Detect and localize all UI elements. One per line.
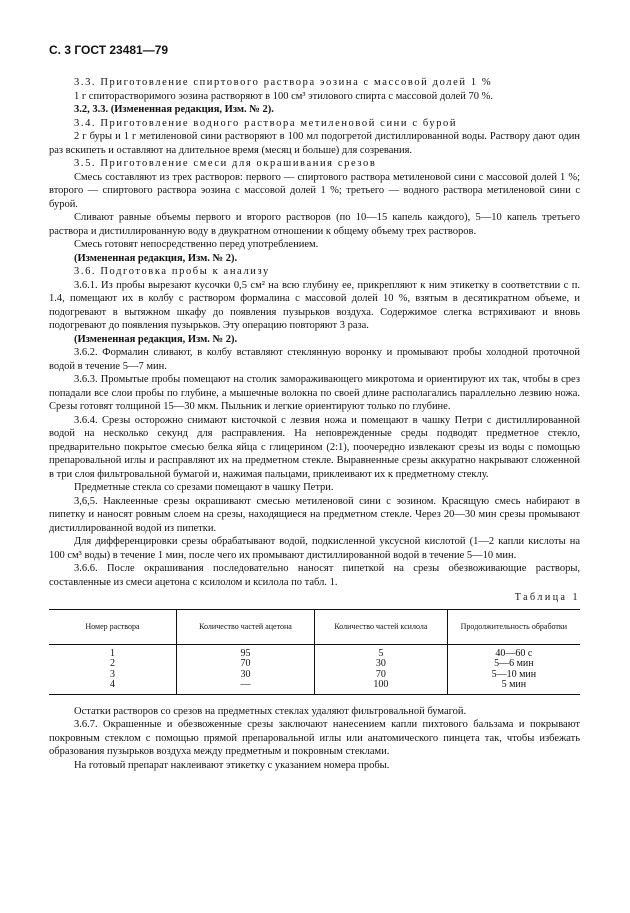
solutions-table xyxy=(49,609,580,695)
table-row xyxy=(49,670,580,681)
text-section-bottom xyxy=(49,705,580,773)
text-section-top xyxy=(49,76,580,589)
table-cell: 5—6 мин xyxy=(447,659,580,670)
table-cell: 95 xyxy=(176,644,314,659)
col-header-acetone-parts: Количество частей ацетона xyxy=(176,609,314,644)
table-cell: 70 xyxy=(176,659,314,670)
table-row xyxy=(49,680,580,694)
paragraph: 3.6.6. После окрашивания последовательно наносят пипеткой на срезы обезвоживающие растворы, составленные из смеси ацетона с ксилолом и ксилола по табл. 1. xyxy=(49,563,580,588)
table-caption: Таблица 1 xyxy=(514,592,580,603)
paragraph: Остатки растворов со срезов на предметных стеклах удаляют фильтровальной бумагой. xyxy=(74,705,467,717)
table-cell: 30 xyxy=(314,659,447,670)
col-header-xylene-parts: Количество частей ксилола xyxy=(314,609,447,644)
paragraph: Смесь составляют из трех растворов: первого — спиртового раствора метиленовой сини с массовой долей 1 %; второго — спиртового раствора эозина с массовой долей 1 %; третьего — водного раствора метиленовой сини с бурой. xyxy=(49,171,580,210)
table-cell: 4 xyxy=(109,679,115,690)
paragraph: 3.6.7. Окрашенные и обезвоженные срезы заключают нанесением капли пихтового бальзама и покрывают покровным стеклом с помощью прямой препаровальной иглы или анатомического пинцета так, чтобы избежать образования пузырьков воздуха между предметным и покровным стеклами. xyxy=(49,719,580,757)
paragraph: 3.6.3. Промытые пробы помещают на столик замораживающего микротома и ориентируют их так, чтобы в срез попадали все слои пробы по глубине, а мышечные волокна по своей длине располагались параллельно лезвию ножа. Срезы готовят толщиной 15—30 мкм. Пыльник и легкие ориентируют только по глубине. xyxy=(49,374,580,412)
section-heading: 3.6. Подготовка пробы к анализу xyxy=(74,266,270,277)
paragraph: 3.2, 3.3. (Измененная редакция, Изм. № 2). xyxy=(74,104,274,115)
paragraph: 3,6,5. Наклеенные срезы окрашивают смесью метиленовой сини с эозином. Красящую смесь набирают в пипетку и наносят ровным слоем на срезы, находящиеся на предметном стекле. Через 20—30 мин срезы промывают дистиллированной водой из пипетки. xyxy=(49,495,580,534)
section-heading: 3.3. Приготовление спиртового раствора эозина с массовой долей 1 % xyxy=(74,77,493,88)
paragraph: 1 г спиторастворимого эозина растворяют в 100 см³ этилового спирта с массовой долей 70 %. xyxy=(74,90,493,102)
paragraph: 2 г буры и 1 г метиленовой сини растворяют в 100 мл подогретой дистиллированной воды. Раствору дают один раз вскипеть и оставляют на длительное время (месяц и больше) для созревания. xyxy=(49,131,580,156)
paragraph: Для дифференцировки срезы обрабатывают водой, подкисленной уксусной кислотой (1—2 капли кислоты на 100 см³ воды) в течение 1 мин, после чего их промывают дистиллированной водой в течение 5—10 мин. xyxy=(49,536,580,561)
section-heading: 3.4. Приготовление водного раствора метиленовой сини с бурой xyxy=(74,117,458,129)
document-body xyxy=(49,76,580,772)
table-cell: 30 xyxy=(176,670,314,681)
table-row xyxy=(49,644,580,659)
page-header: С. 3 ГОСТ 23481—79 xyxy=(49,43,169,57)
table-header-row xyxy=(49,609,580,644)
table-cell: 5—10 мин xyxy=(447,670,580,681)
col-header-duration: Продолжительность обработки xyxy=(447,609,580,644)
paragraph: (Измененная редакция, Изм. № 2). xyxy=(74,333,238,345)
table-cell: — xyxy=(176,680,314,694)
paragraph: 3.6.2. Формалин сливают, в колбу вставляют стеклянную воронку и промывают пробы холодной проточной водой в течение 5—7 мин. xyxy=(49,347,580,372)
paragraph: Сливают равные объемы первого и второго растворов (по 10—15 капель каждого), 5—10 капель третьего раствора и дистиллированную воду в двукратном отношении к общему объему трех растворов. xyxy=(49,212,580,237)
table-cell: 70 xyxy=(314,670,447,681)
table-cell: 2 xyxy=(109,658,115,669)
table-cell: 40—60 с xyxy=(447,644,580,659)
table-cell: 100 xyxy=(314,680,447,694)
paragraph: 3.6.4. Срезы осторожно снимают кисточкой с лезвия ножа и помещают в чашку Петри с дистиллированной водой на несколько секунд для расправления. На неповрежденные среды подводят предметное стекло, предварительно покрытое смесью белка яйца с глицерином (2:1), поочередно извлекают срезы из воды с помощью препаровальной иглы и расправляют их на предметном стекле. Выравненные срезы аккуратно накрывают сложенной в три слоя фильтровальной бумагой и, нажимая пальцами, приклеивают их к предметному стеклу. xyxy=(49,414,580,480)
paragraph: Предметные стекла со срезами помещают в чашку Петри. xyxy=(74,482,334,493)
table-cell: 3 xyxy=(109,668,115,680)
paragraph: На готовый препарат наклеивают этикетку с указанием номера пробы. xyxy=(74,759,390,771)
table-cell: 5 мин xyxy=(447,680,580,694)
col-header-solution-number: Номер раствора xyxy=(49,609,176,644)
paragraph: 3.6.1. Из пробы вырезают кусочки 0,5 см² на всю глубину ее, прикрепляют к ним этикетку в соответствии с п. 1.4, помещают их в колбу с раствором формалина с массовой долей 10 %, взятым в десятикратном объеме, и подогревают в вытяжном шкафу до появления пузырьков воздуха. Содержимое слегка встряхивают и вновь подогревают до появления пузырьков. Эту операцию повторяют 3 раза. xyxy=(49,279,580,331)
paragraph: (Измененная редакция, Изм. № 2). xyxy=(74,252,238,264)
table-row xyxy=(49,659,580,670)
table-cell: 1 xyxy=(109,647,115,659)
table-cell: 5 xyxy=(314,644,447,659)
section-heading: 3.5. Приготовление смеси для окрашивания срезов xyxy=(74,158,377,169)
paragraph: Смесь готовят непосредственно перед употреблением. xyxy=(74,239,319,250)
